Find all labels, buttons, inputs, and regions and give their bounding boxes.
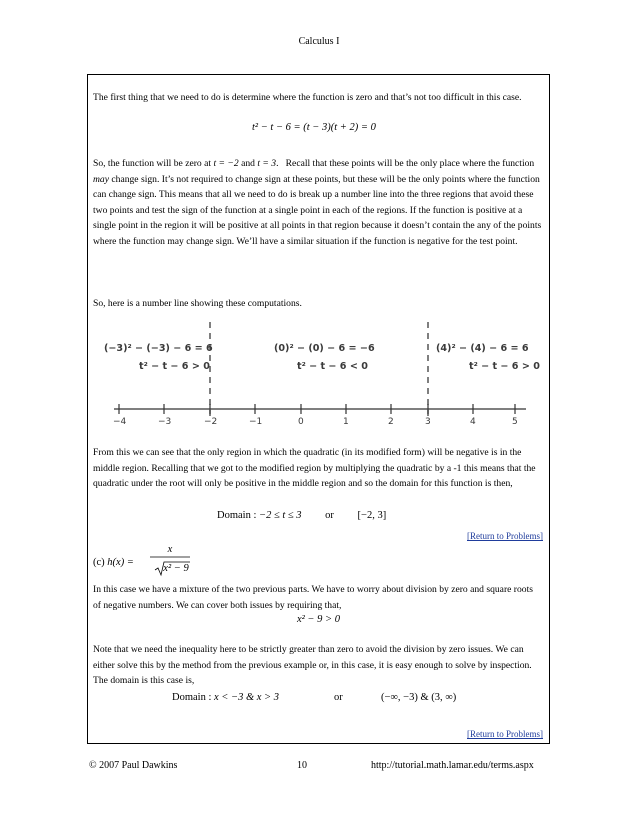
factor-equation [252, 122, 376, 133]
footer-copyright: © 2007 Paul Dawkins [89, 760, 178, 771]
domain-result-1: Domain : −2 ≤ t ≤ 3 or [−2, 3] [217, 510, 387, 521]
right-region-sign: t² − t − 6 > 0 [469, 361, 540, 372]
paragraph-number-line-intro: So, here is a number line showing these computations. [93, 298, 302, 309]
paragraph-part-c: In this case we have a mixture of the two previous parts. We have to worry about division by zero and square roots of negative numbers. We can cover both issues by requiring that, [93, 584, 533, 611]
number-line-figure [100, 318, 540, 430]
paragraph-zeros: So, the function will be zero at t = −2 and t = 3. Recall that these points will be the only place where the function may change sign. It’s not required to change sign at these points, but these will be the only points where the function can change sign. This means that all we need to do is break up a number line into the three regions that avoid these two points and test the sign of the function at a single point in each of the regions. If the function is positive at a single point in the region it will be positive at all points in that region because it doesn’t contain the any of the points where the function may change sign. We’ll have a similar situation if the function is negative for the test point. [93, 158, 542, 247]
part-c-denominator: x² − 9 [163, 563, 189, 574]
tick-label: −3 [158, 417, 172, 427]
inequality-x: x² − 9 > 0 [297, 614, 340, 625]
return-to-problems-link-2[interactable]: [Return to Problems] [467, 729, 543, 739]
part-c-numerator: x [167, 544, 173, 555]
left-region-sign: t² − t − 6 > 0 [139, 361, 210, 372]
tick-label: 3 [425, 417, 431, 427]
page-header: Calculus I [298, 36, 340, 47]
part-c-label: (c) h(x) = [93, 557, 134, 568]
tick-label: 0 [298, 417, 304, 427]
factor-equation-text: t² − t − 6 = (t − 3)(t + 2) = 0 [252, 122, 376, 133]
tick-label: 4 [470, 417, 476, 427]
footer-page-number: 10 [297, 760, 307, 771]
domain-result-2-interval: (−∞, −3) & (3, ∞) [381, 692, 457, 703]
tick-label: −2 [204, 417, 218, 427]
tick-label: −4 [113, 417, 127, 427]
return-to-problems-link-1[interactable]: [Return to Problems] [467, 531, 543, 541]
tick-label: 1 [343, 417, 349, 427]
paragraph-domain-explanation: From this we can see that the only region in which the quadratic (in its modified form) will be negative is in the middle region. Recalling that we got to the modified region by multiplying the quadratic by a -1 this means that the quadratic under the root will only be positive in the middle region and so the domain for this function is then, [93, 447, 536, 490]
tick-label: 2 [388, 417, 394, 427]
footer-url: http://tutorial.math.lamar.edu/terms.aspx [371, 760, 534, 771]
middle-region-sign: t² − t − 6 < 0 [297, 361, 368, 372]
middle-region-calculation: (0)² − (0) − 6 = −6 [274, 343, 375, 354]
paragraph-strict-inequality: Note that we need the inequality here to be strictly greater than zero to avoid the division by zero issues. We can either solve this by the method from the previous example or, in this case, it is easy enough to solve by inspection. The domain is this case is, [93, 644, 532, 687]
tick-label: 5 [512, 417, 518, 427]
left-region-calculation: (−3)² − (−3) − 6 = 6 [104, 343, 213, 354]
tick-label: −1 [249, 417, 263, 427]
right-region-calculation: (4)² − (4) − 6 = 6 [436, 343, 529, 354]
domain-result-2-or: or [334, 692, 343, 703]
domain-result-2: Domain : x < −3 & x > 3 [172, 692, 279, 703]
paragraph-intro: The first thing that we need to do is determine where the function is zero and that’s not too difficult in this case. [93, 92, 522, 103]
